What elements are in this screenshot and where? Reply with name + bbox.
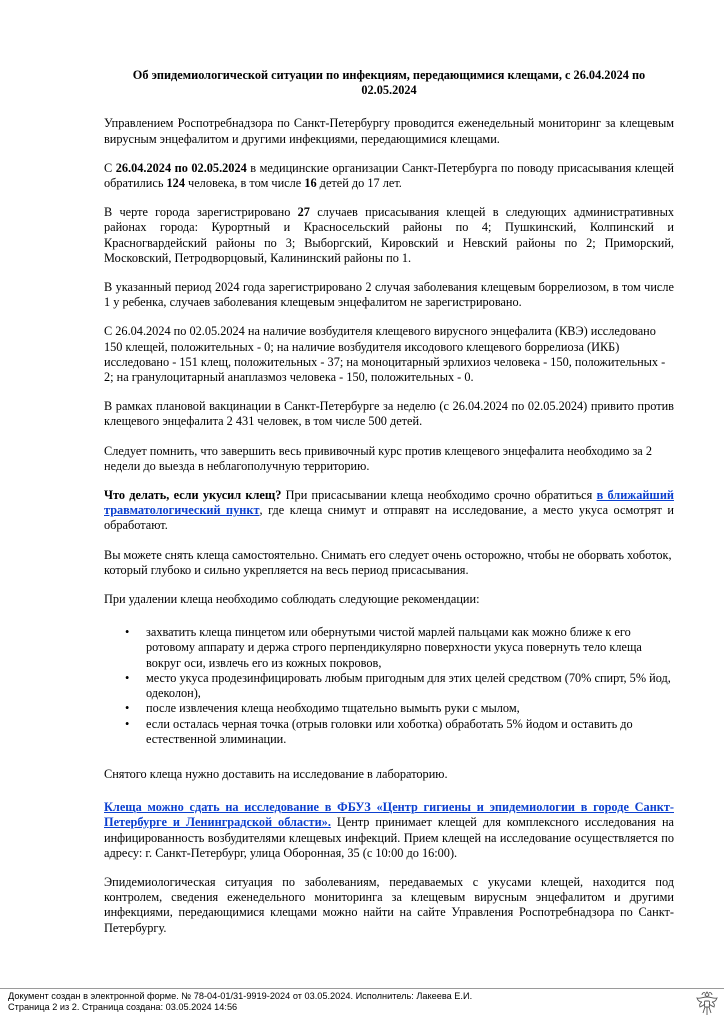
text-segment: , где клеща снимут и отправят на исследование, а место укуса осмотрят и обработают. [104,503,674,533]
paragraph-lab-center [104,800,674,861]
paragraph-districts [104,205,674,266]
bold-city-cases: 27 [297,205,310,220]
list-item-text: место укуса продезинфицировать любым пригодным для этих целей средством (70% спирт, 5% йод, одеколон), [146,670,671,701]
footer-document-info: Документ создан в электронной форме. № 78-04-01/31-9919-2024 от 03.05.2024. Исполнитель: Лакеева Е.И. [8,991,473,1001]
text-segment: При присасывании клеща необходимо срочно обратиться [281,488,597,503]
hygiene-center-link[interactable]: Клеща можно сдать на исследование в ФБУЗ «Центр гигиены и эпидемиологии в городе Санкт-Петербурге и Ленинградской области». [104,800,674,830]
text-segment: человека, в том числе [184,176,305,191]
footer-divider [0,988,724,989]
paragraph-tick-bites-count [104,161,674,191]
paragraph-situation-control: Эпидемиологическая ситуация по заболеваниям, передаваемых с укусами клещей, находится под контролем, сведения еженедельного мониторинга за клещевым вирусным энцефалитом и другими инфекциями, передающимися клещами можно найти на сайте Управления Роспотребнадзора по Санкт-Петербургу. [104,874,674,935]
paragraph-recommendations-intro: При удалении клеща необходимо соблюдать следующие рекомендации: [104,592,480,607]
text-segment: Центр принимает клещей для комплексного исследования на инфицированность возбудителями клещевых инфекций. Прием клещей на исследование осуществляется по адресу: г. Санкт-Петербург, улица Оборонная, 35 (с 10:00 до 16:00). [104,815,675,860]
bullet-icon: • [125,670,130,685]
coat-of-arms-icon [694,989,720,1019]
list-item-text: захватить клеща пинцетом или обернутыми чистой марлей пальцами как можно ближе к его ротовому аппарату и держа строго перпендикулярно поверхности укуса повернуть тело клеща вокруг оси, извлечь его из кожных покровов, [146,625,642,670]
text-segment: случаев присасывания клещей в следующих административных районах города: Курортный и Красносельский районы по 4; Пушкинский, Колпинский и Красногвардейский районы по 3; Выборгский, Кировский и Невский районы по 2; Приморский, Московский, Петродворцовый, Калининский районы по 1. [104,205,674,265]
list-item [125,670,674,701]
list-item [125,701,674,716]
paragraph-what-to-do [104,488,674,534]
paragraph-vaccination: В рамках плановой вакцинации в Санкт-Петербурге за неделю (с 26.04.2024 по 02.05.2024) привито против клещевого энцефалита 2 431 человек, в том числе 500 детей. [104,399,674,429]
paragraph-vaccination-reminder: Следует помнить, что завершить весь прививочный курс против клещевого энцефалита необходимо за 2 недели до выезда в неблагополучную территорию. [104,443,652,473]
trauma-center-link[interactable]: в ближайший травматологический пункт [104,488,674,518]
bold-total-count: 124 [166,176,185,191]
text-segment: детей до 17 лет. [316,176,402,191]
page-footer [8,991,688,1012]
bold-period: 26.04.2024 по 02.05.2024 [115,160,247,175]
document-title: Об эпидемиологической ситуации по инфекциям, передающимися клещами, с 26.04.2024 по 02.05.2024 [132,68,646,98]
paragraph-borreliosis: В указанный период 2024 года зарегистрировано 2 случая заболевания клещевым боррелиозом, в том числе 1 у ребенка, случаев заболевания клещевым энцефалитом не зарегистрировано. [104,280,674,310]
bullet-icon: • [125,716,130,731]
recommendations-list [104,625,674,747]
document-body [104,68,674,950]
text-segment: С [104,160,116,175]
footer-page-info: Страница 2 из 2. Страница создана: 03.05.2024 14:56 [8,1001,238,1012]
paragraph-self-removal: Вы можете снять клеща самостоятельно. Снимать его следует очень осторожно, чтобы не оборвать хоботок, который глубоко и сильно укрепляется на весь период присасывания. [104,547,672,577]
list-item-text: после извлечения клеща необходимо тщательно вымыть руки с мылом, [146,701,520,716]
bullet-icon: • [125,625,130,640]
paragraph-delivery: Снятого клеща нужно доставить на исследование в лабораторию. [104,766,448,781]
bullet-icon: • [125,701,130,716]
text-segment: в медицинские организации Санкт-Петербурга по поводу присасывания клещей обратились [104,160,674,191]
bold-children-count: 16 [304,176,317,191]
list-item [125,625,674,671]
list-item [125,716,674,747]
paragraph-monitoring: Управлением Роспотребнадзора по Санкт-Петербургу проводится еженедельный мониторинг за клещевым вирусным энцефалитом и другими инфекциями, передающимися клещами. [104,116,674,146]
text-segment: В черте города зарегистрировано [104,205,298,220]
list-item-text: если осталась черная точка (отрыв головки или хоботка) обработать 5% йодом и оставить до естественной элиминации. [146,716,633,746]
bold-question: Что делать, если укусил клещ? [104,488,282,503]
paragraph-lab-tests: С 26.04.2024 по 02.05.2024 на наличие возбудителя клещевого вирусного энцефалита (КВЭ) исследовано 150 клещей, положительных - 0; на наличие возбудителя иксодового клещевого боррелиоза (ИКБ) исследовано - 151 клещ, положительных - 37; на моноцитарный эрлихиоз человека - 150, положительных - 2; на гранулоцитарный анаплазмоз человека - 150, положительных - 0. [104,324,666,385]
